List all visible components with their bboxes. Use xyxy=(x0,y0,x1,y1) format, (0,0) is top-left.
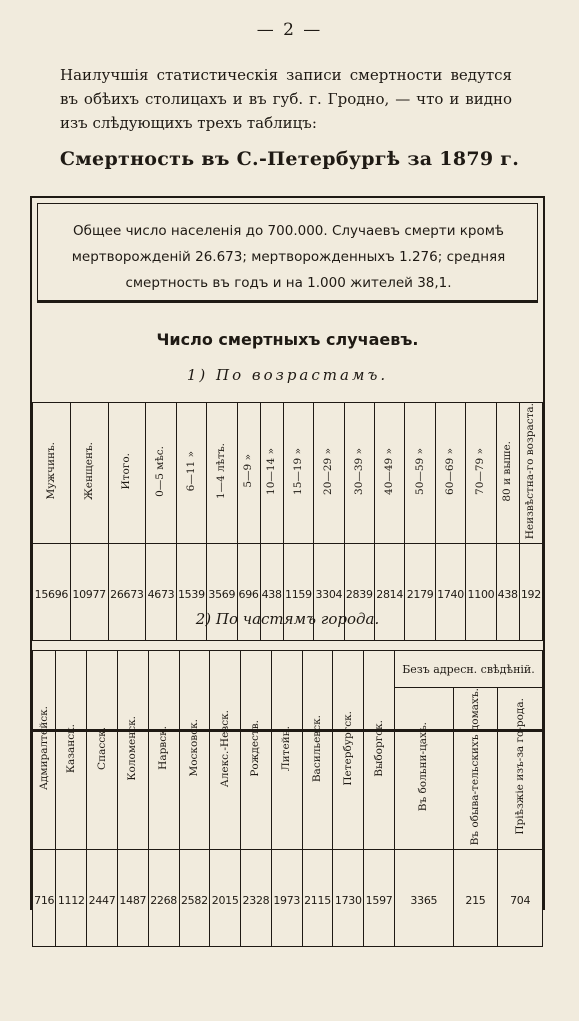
age-count: 696 xyxy=(238,587,259,601)
intro-paragraph: Наилучшія статистическія записи смертности ведутся въ обѣихъ столицахъ и въ губ. г. Гродно, — что и видно изъ слѣдующихъ трехъ таблицъ: xyxy=(60,66,512,132)
no-address-column-header xyxy=(453,688,498,850)
district-column-label: Спасск. xyxy=(95,726,108,770)
age-column-header xyxy=(260,403,283,544)
district-count: 1730 xyxy=(334,893,362,907)
age-column-label: Мужчинъ. xyxy=(44,442,57,500)
district-column-header xyxy=(179,651,210,850)
age-count: 26673 xyxy=(110,587,144,601)
district-column-label: Алекс.-Невск. xyxy=(218,709,231,787)
district-count-cell xyxy=(210,850,241,947)
age-column-label: 50—59 » xyxy=(413,447,426,495)
district-count-cell xyxy=(179,850,210,947)
age-column-label: 30—39 » xyxy=(352,447,365,495)
no-address-column-label: Въ обыва-тельскихъ домахъ. xyxy=(468,688,481,846)
age-column-label: 0—5 мѣс. xyxy=(154,445,167,497)
district-count: 1112 xyxy=(57,893,85,907)
summary-box xyxy=(37,203,538,303)
age-column-header xyxy=(70,403,108,544)
district-column-label: Выборгск. xyxy=(372,719,385,777)
age-column-header xyxy=(207,403,237,544)
district-column-label: Петербургск. xyxy=(341,710,354,786)
no-address-count-cell xyxy=(394,850,453,947)
age-column-label: Женщенъ. xyxy=(82,442,95,501)
age-count: 1539 xyxy=(177,587,205,601)
age-count: 3304 xyxy=(315,587,343,601)
no-address-column-header xyxy=(394,688,453,850)
age-count: 2839 xyxy=(345,587,373,601)
age-column-header xyxy=(405,403,435,544)
age-count: 3569 xyxy=(208,587,236,601)
age-column-header xyxy=(374,403,404,544)
age-column-header xyxy=(283,403,313,544)
district-count-cell xyxy=(117,850,148,947)
age-count: 2179 xyxy=(406,587,434,601)
age-column-header xyxy=(344,403,374,544)
age-count: 1159 xyxy=(285,587,312,601)
summary-text: Общее число населенія до 700.000. Случаевъ смерти кромѣ мертворожденій 26.673; мертворожденныхъ 1.276; средняя смертность въ годъ и на 1.000 жителей 38,1. xyxy=(71,223,506,291)
age-column-label: 5—9 » xyxy=(242,454,255,488)
page-number: — 2 — xyxy=(256,20,323,40)
district-count-cell xyxy=(87,850,118,947)
age-count: 1100 xyxy=(467,587,495,601)
district-column-header xyxy=(241,651,272,850)
no-address-column-label: Въ больни-цахъ. xyxy=(417,722,430,812)
age-column-label: Итого. xyxy=(120,452,133,490)
age-count: 4673 xyxy=(147,587,175,601)
district-column-label: Литейн. xyxy=(280,725,293,771)
age-count: 15696 xyxy=(34,587,69,601)
age-section-title: 1) По возрастамъ. xyxy=(186,366,389,384)
no-address-header: Безъ адресн. свѣдѣній. xyxy=(394,651,542,688)
table-bottom xyxy=(33,947,543,1021)
age-count: 438 xyxy=(261,587,282,601)
district-column-label: Московск. xyxy=(187,719,200,777)
district-count: 1973 xyxy=(273,893,301,907)
age-column-label: 20—29 » xyxy=(322,447,335,495)
age-column-label: 15—19 » xyxy=(291,447,304,495)
age-column-label: 6—11 » xyxy=(184,450,197,492)
age-column-header xyxy=(108,403,146,544)
district-count-cell xyxy=(33,850,56,947)
district-count: 2447 xyxy=(88,893,116,907)
district-count-cell xyxy=(302,850,333,947)
no-address-count-cell xyxy=(453,850,498,947)
district-count: 2015 xyxy=(211,893,239,907)
age-column-label: 40—49 » xyxy=(383,447,396,495)
district-count: 2328 xyxy=(242,893,270,907)
no-address-column-header xyxy=(498,688,543,850)
age-count: 2814 xyxy=(376,587,404,601)
age-column-header xyxy=(496,403,519,544)
no-address-count: 3365 xyxy=(410,893,438,907)
age-column-header xyxy=(435,403,465,544)
age-column-label: 60—69 » xyxy=(444,447,457,495)
district-count: 716 xyxy=(34,893,55,907)
age-count: 10977 xyxy=(72,587,106,601)
district-count-cell xyxy=(56,850,87,947)
age-column-label: 70—79 » xyxy=(474,447,487,495)
district-column-label: Нарвск. xyxy=(157,726,170,771)
district-column-header xyxy=(271,651,302,850)
age-column-header xyxy=(33,403,71,544)
age-count: 438 xyxy=(497,587,518,601)
district-column-header xyxy=(210,651,241,850)
district-count: 2268 xyxy=(150,893,177,907)
district-column-header xyxy=(302,651,333,850)
no-address-count: 704 xyxy=(510,893,531,907)
district-column-header xyxy=(333,651,364,850)
district-count-cell xyxy=(148,850,179,947)
district-count: 2582 xyxy=(180,893,208,907)
district-count-cell xyxy=(271,850,302,947)
no-address-column-label: Пріѣзжіе изъ-за го-рода. xyxy=(513,698,526,836)
district-column-header xyxy=(56,651,87,850)
district-count-cell xyxy=(241,850,272,947)
district-count-cell xyxy=(333,850,364,947)
age-column-label: 1—4 лѣтъ. xyxy=(215,443,228,500)
district-column-header xyxy=(87,651,118,850)
mortality-table xyxy=(30,196,545,910)
section-title: Число смертныхъ случаевъ. xyxy=(156,330,419,349)
district-section-title: 2) По частямъ города. xyxy=(195,610,380,628)
age-count: 192 xyxy=(520,587,541,601)
district-column-header xyxy=(364,651,395,850)
age-count: 1740 xyxy=(437,587,464,601)
age-column-header xyxy=(176,403,206,544)
district-column-label: Коломенск. xyxy=(126,715,139,781)
district-column-label: Казанск. xyxy=(64,723,77,773)
age-column-header xyxy=(466,403,496,544)
age-column-header xyxy=(146,403,176,544)
age-column-header xyxy=(237,403,260,544)
district-column-label: Адмиралтейск. xyxy=(37,706,50,791)
age-column-label: 10—14 » xyxy=(265,447,278,495)
district-count: 1487 xyxy=(119,893,147,907)
age-column-header xyxy=(314,403,344,544)
district-column-header xyxy=(117,651,148,850)
table-title: Смертность въ С.-Петербургѣ за 1879 г. xyxy=(59,148,520,170)
district-table xyxy=(32,650,543,1021)
district-column-label: Васильевск. xyxy=(311,714,324,782)
district-column-header xyxy=(148,651,179,850)
age-column-header xyxy=(519,403,542,544)
no-address-count: 215 xyxy=(465,893,486,907)
district-column-header xyxy=(33,651,56,850)
district-count-cell xyxy=(364,850,395,947)
district-column-label: Рождеств. xyxy=(249,719,262,777)
district-count: 2115 xyxy=(304,893,331,907)
age-column-label: 80 и выше. xyxy=(501,440,514,502)
district-count: 1597 xyxy=(365,893,393,907)
age-column-label: Неизвѣстна-го возраста. xyxy=(524,403,537,540)
no-address-count-cell xyxy=(498,850,543,947)
